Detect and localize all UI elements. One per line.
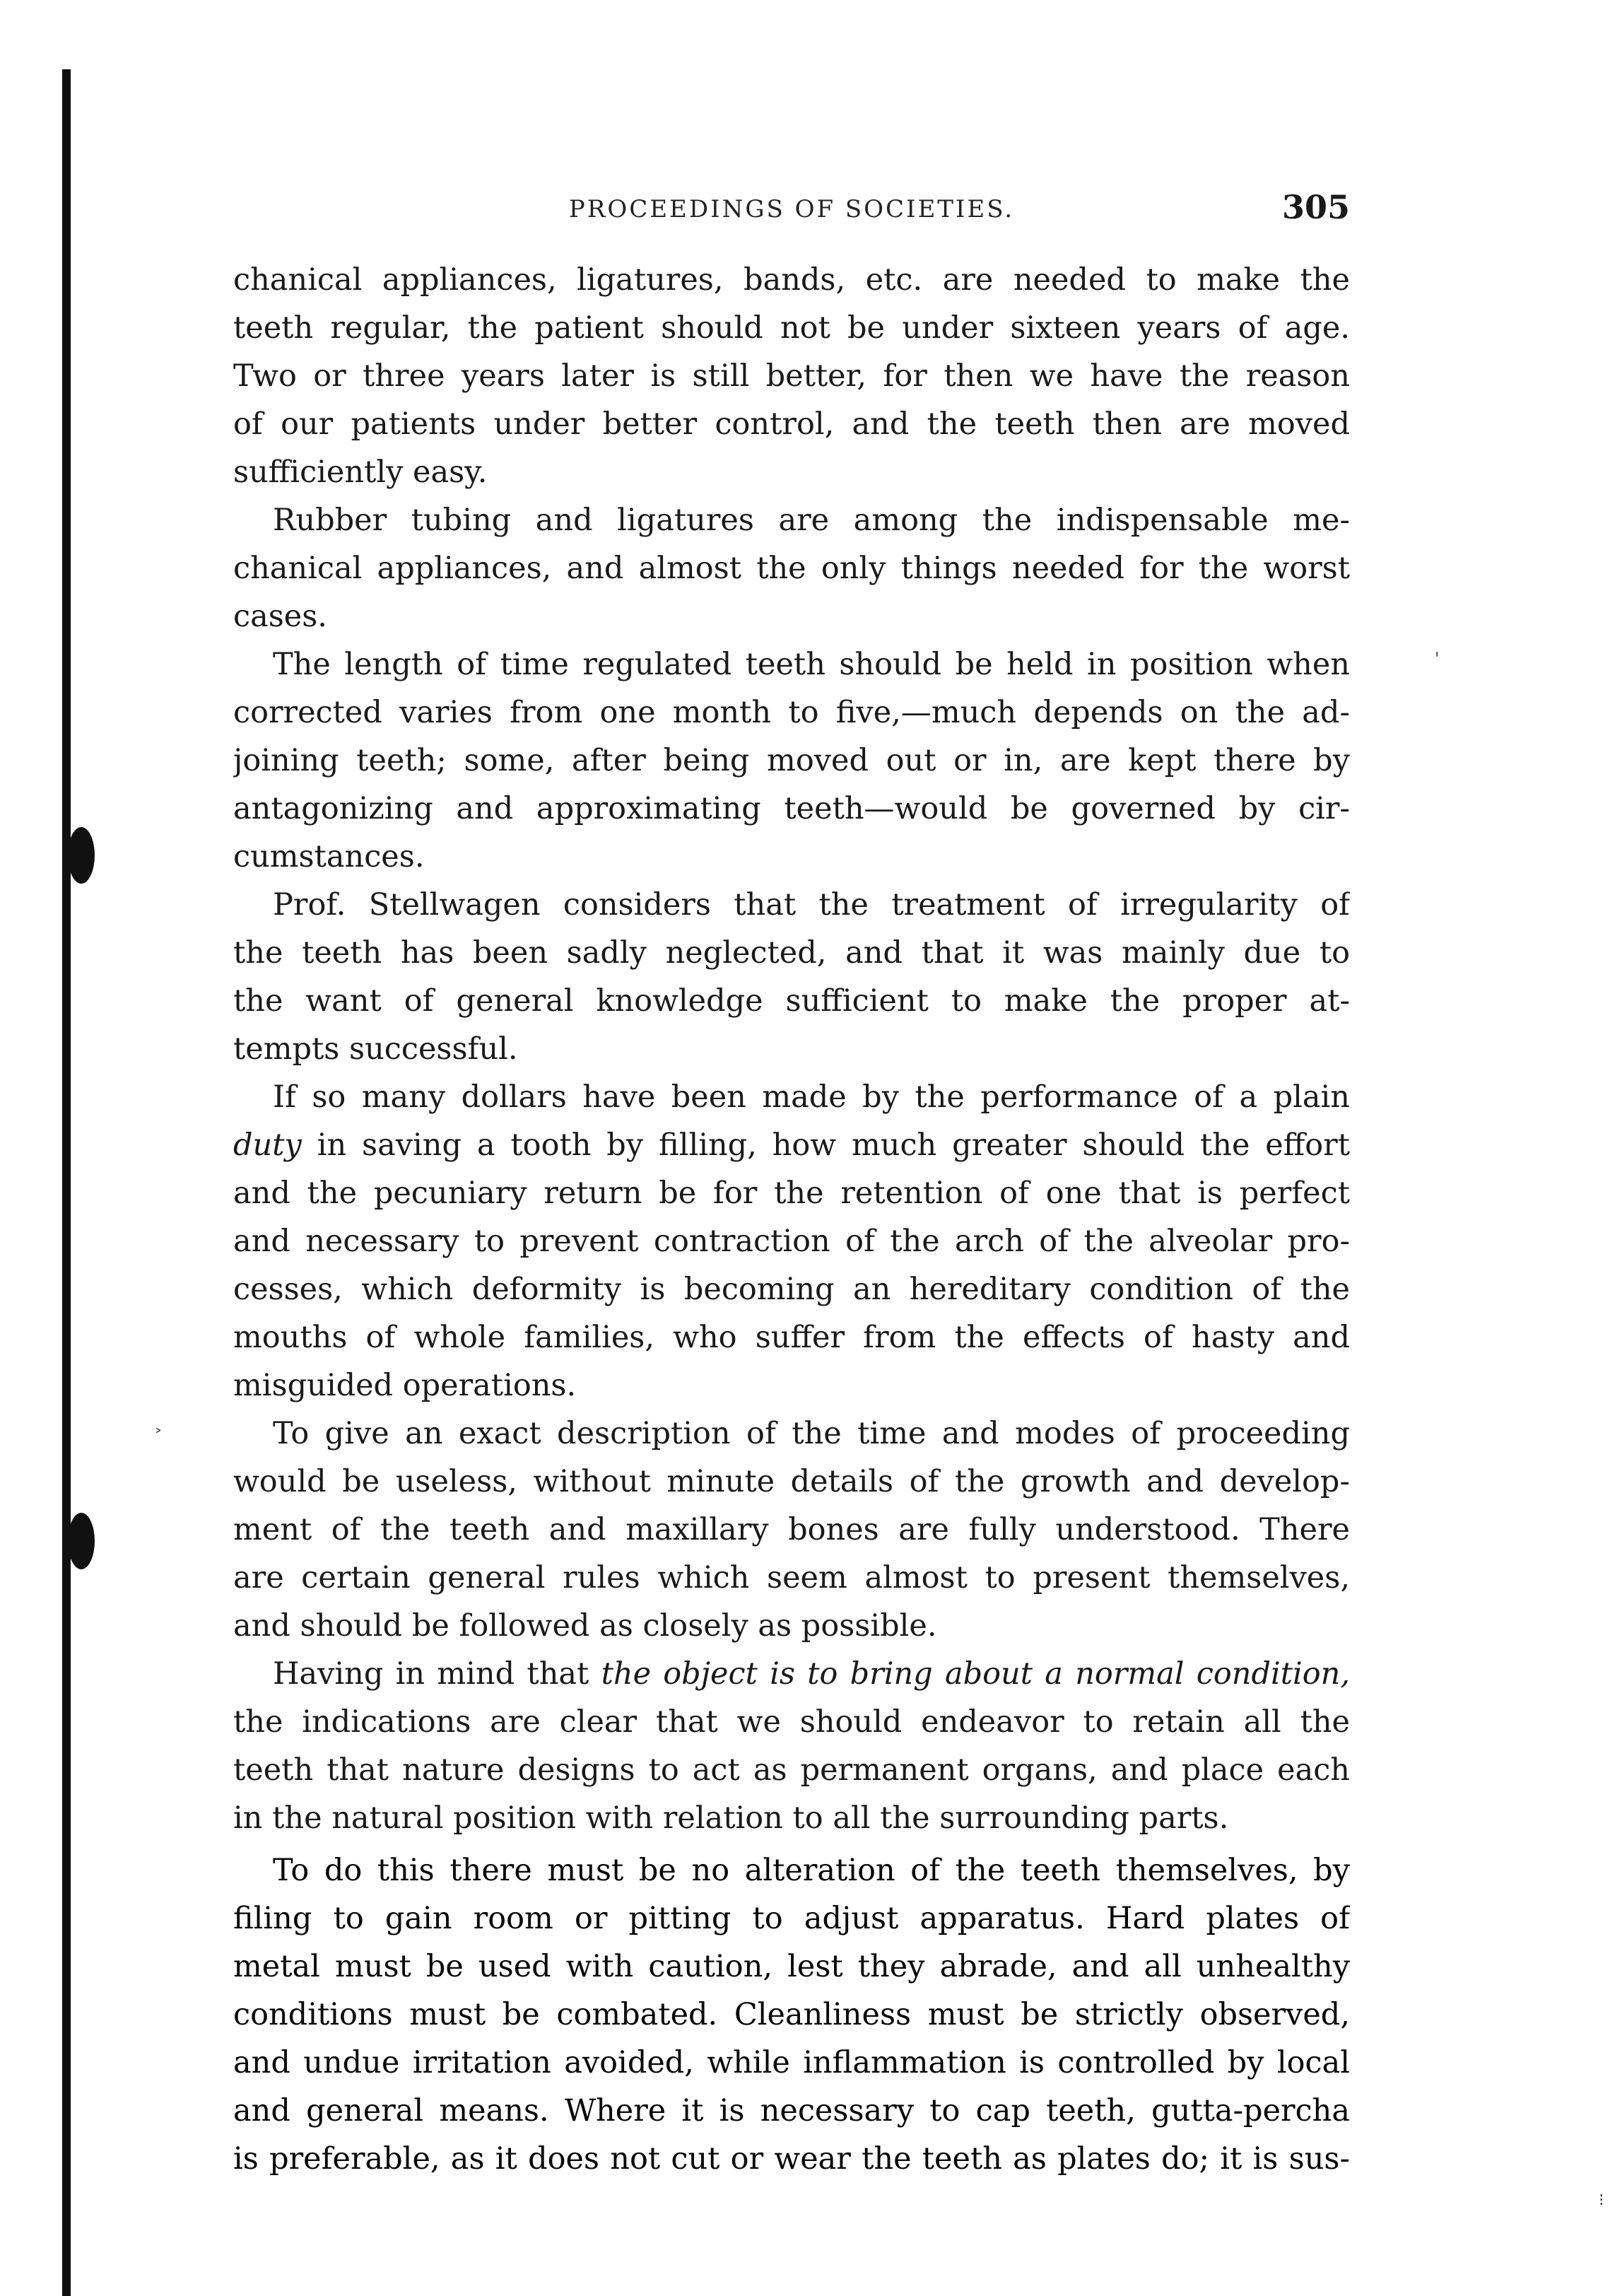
text-line: chanical appliances, ligatures, bands, etc. are needed to make the (233, 262, 1350, 298)
paragraph (233, 1650, 1350, 1842)
text-line: antagonizing and approximating teeth—would be governed by cir- (233, 791, 1350, 826)
text-line: misguided operations. (233, 1368, 577, 1403)
scan-speck: ˃ (154, 1427, 163, 1446)
text-line: Rubber tubing and ligatures are among the indispensable me- (273, 503, 1350, 538)
text-line: Prof. Stellwagen considers that the treatment of irregularity of (273, 887, 1350, 922)
running-head (233, 189, 1350, 225)
text-line: conditions must be combated. Cleanliness must be strictly observed, (233, 1997, 1350, 2032)
running-title: PROCEEDINGS OF SOCIETIES. (568, 195, 1015, 223)
text-line: teeth that nature designs to act as permanent organs, and place each (233, 1752, 1350, 1788)
paragraph (233, 1846, 1350, 2183)
text-line: the teeth has been sadly neglected, and that it was mainly due to (233, 935, 1350, 971)
text-line: metal must be used with caution, lest they abrade, and all unhealthy (233, 1949, 1350, 1984)
text-line: of our patients under better control, and the teeth then are moved (233, 406, 1350, 442)
text-run: Having in mind that (273, 1656, 601, 1692)
text-line: joining teeth; some, after being moved out or in, are kept there by (233, 743, 1350, 778)
text-line: and should be followed as closely as possible. (233, 1608, 937, 1644)
binding-mark (68, 1513, 95, 1569)
text-line: Two or three years later is still better, for then we have the reason (233, 358, 1350, 394)
text-line: the indications are clear that we should endeavor to retain all the (233, 1704, 1350, 1740)
scan-speck: ' (1435, 649, 1440, 669)
text-line: cesses, which deformity is becoming an hereditary condition of the (233, 1272, 1350, 1307)
text-line: and the pecuniary return be for the retention of one that is perfect (233, 1176, 1350, 1211)
text-run: in saving a tooth by filling, how much greater should the effort (317, 1128, 1350, 1163)
paragraph (233, 256, 1350, 496)
text-line: is preferable, as it does not cut or wear the teeth as plates do; it is sus- (233, 2141, 1350, 2177)
text-line: and general means. Where it is necessary to cap teeth, gutta-percha (233, 2093, 1350, 2128)
text-line: chanical appliances, and almost the only things needed for the worst (233, 551, 1350, 586)
text-line: cumstances. (233, 839, 425, 874)
text-line: ment of the teeth and maxillary bones are fully understood. There (233, 1512, 1350, 1547)
text-line (233, 1650, 1350, 1698)
text-line: are certain general rules which seem almost to present themselves, (233, 1560, 1350, 1595)
binding-mark (68, 827, 95, 884)
paragraph (233, 640, 1350, 881)
paragraph (233, 881, 1350, 1073)
italic-phrase: the object is to bring about a normal condition, (601, 1656, 1350, 1692)
text-line: sufficiently easy. (233, 455, 488, 490)
text-line: and necessary to prevent contraction of the arch of the alveolar pro- (233, 1224, 1350, 1259)
body-text (233, 256, 1350, 2183)
text-line (233, 1121, 1350, 1169)
text-line: in the natural position with relation to all the surrounding parts. (233, 1800, 1229, 1836)
page-binding-line (62, 69, 71, 2296)
text-line: corrected varies from one month to five,—much depends on the ad- (233, 695, 1350, 730)
text-line: would be useless, without minute details of the growth and develop- (233, 1464, 1350, 1499)
italic-word: duty (233, 1128, 302, 1163)
text-line: teeth regular, the patient should not be under sixteen years of age. (233, 310, 1350, 346)
text-line: and undue irritation avoided, while inflammation is controlled by local (233, 2045, 1350, 2080)
page-number: 305 (1281, 188, 1350, 226)
text-line: To do this there must be no alteration of the teeth themselves, by (273, 1853, 1350, 1888)
text-line: To give an exact description of the time and modes of proceeding (273, 1416, 1350, 1451)
text-line: cases. (233, 599, 327, 634)
scan-speck: ⁝ (1599, 2190, 1604, 2210)
text-line: The length of time regulated teeth should be held in position when (273, 647, 1350, 682)
text-line: tempts successful. (233, 1031, 518, 1067)
text-line: mouths of whole families, who suffer from the effects of hasty and (233, 1320, 1350, 1355)
text-line: If so many dollars have been made by the performance of a plain (273, 1079, 1350, 1115)
paragraph (233, 1410, 1350, 1650)
paragraph (233, 496, 1350, 640)
text-line: the want of general knowledge sufficient to make the proper at- (233, 983, 1350, 1019)
text-line: filing to gain room or pitting to adjust apparatus. Hard plates of (233, 1901, 1350, 1936)
paragraph (233, 1073, 1350, 1410)
